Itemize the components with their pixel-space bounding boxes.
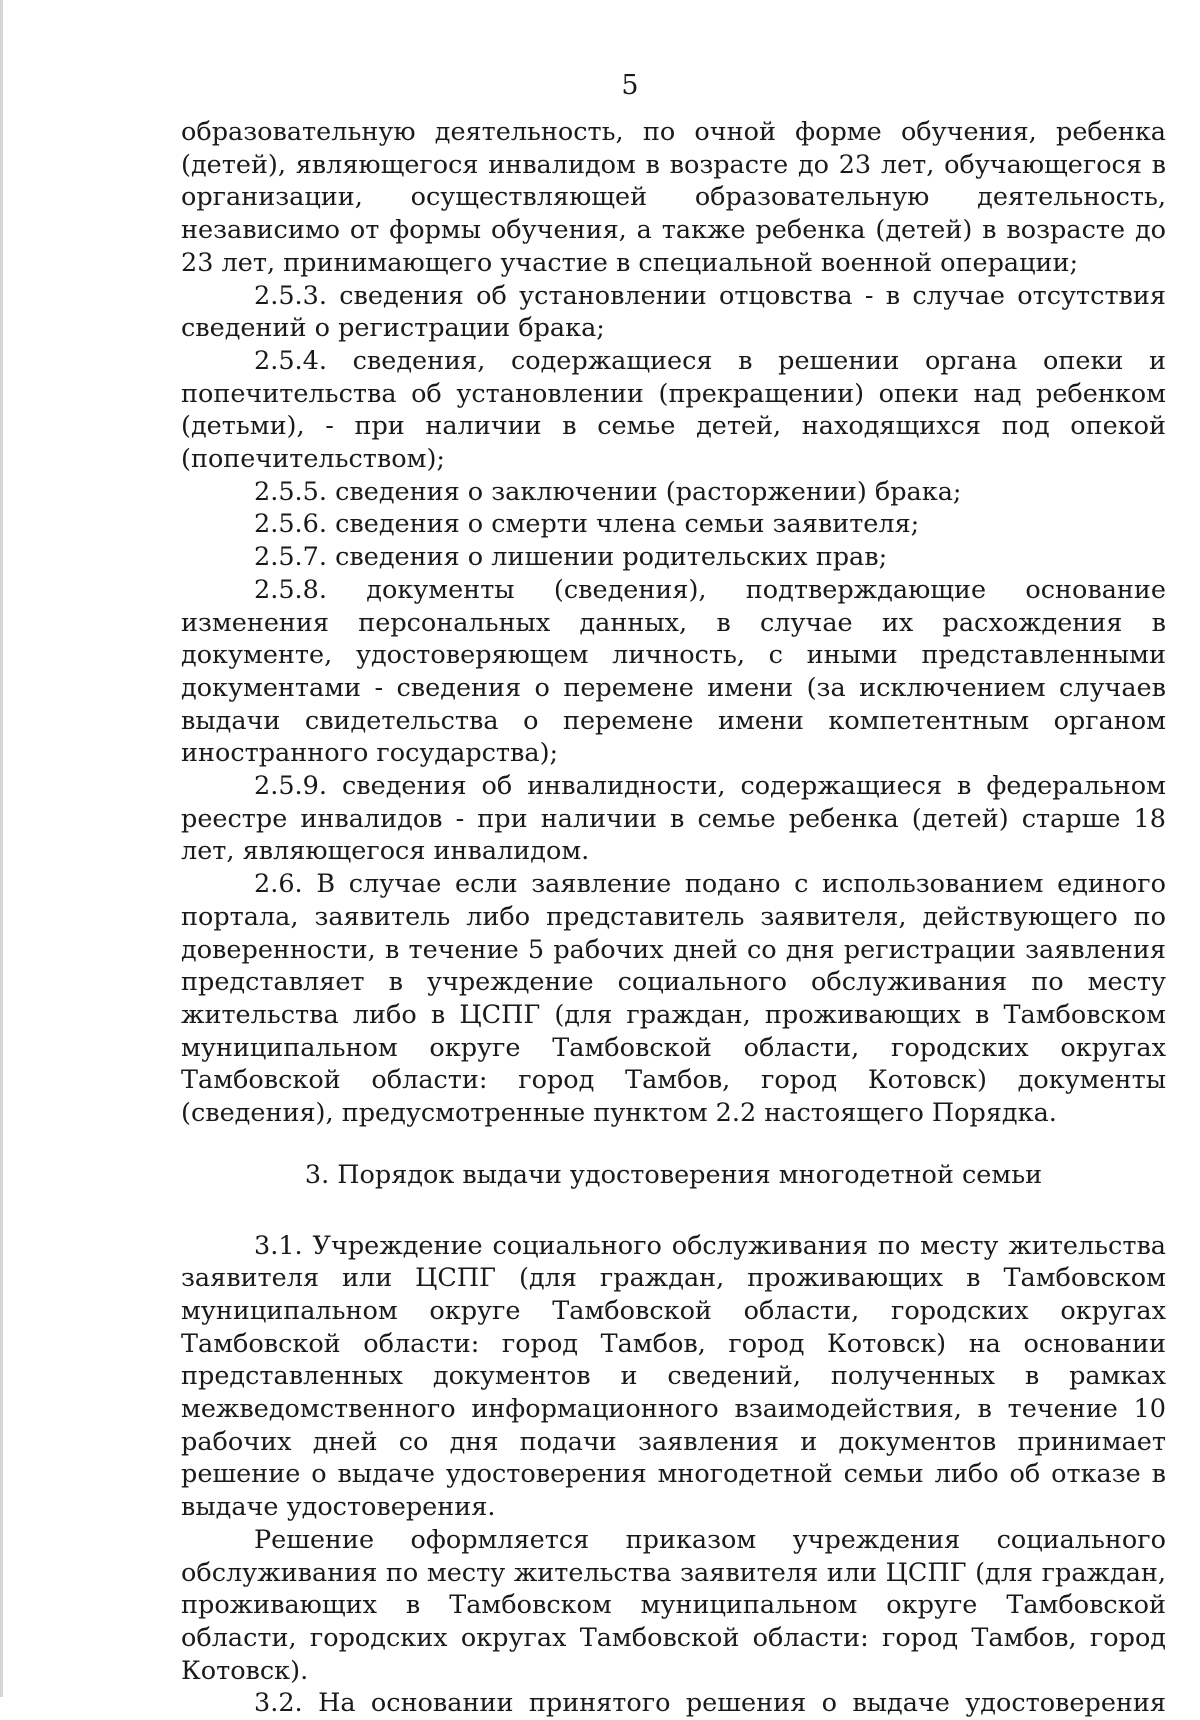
- scan-edge-shadow: [0, 0, 3, 1697]
- document-body: [181, 116, 1166, 1720]
- paragraph-2-5-7: 2.5.7. сведения о лишении родительских прав;: [254, 542, 888, 573]
- paragraph-2-5-3: 2.5.3. сведения об установлении отцовства - в случае отсутствия сведений о регистрации брака;: [181, 280, 1166, 344]
- paragraph-2-5-6: 2.5.6. сведения о смерти члена семьи заявителя;: [254, 509, 920, 540]
- paragraph-2-6: 2.6. В случае если заявление подано с использованием единого портала, заявитель либо представитель заявителя, действующего по доверенности, в течение 5 рабочих дней со дня регистрации заявления представляет в учреждение социального обслуживания по месту жительства либо в ЦСПГ (для граждан, проживающих в Тамбовском муниципальном округе Тамбовской области, городских округах Тамбовской области: город Тамбов, город Котовск) документы (сведения), предусмотренные пунктом 2.2 настоящего Порядка.: [181, 869, 1166, 1129]
- paragraph-continuation: образовательную деятельность, по очной форме обучения, ребенка (детей), являющегося инвалидом в возрасте до 23 лет, обучающегося в организации, осуществляющей образовательную деятельность, независимо от формы обучения, а также ребенка (детей) в возрасте до 23 лет, принимающего участие в специальной военной операции;: [181, 117, 1166, 278]
- paragraph-2-5-8: 2.5.8. документы (сведения), подтверждающие основание изменения персональных данных, в случае их расхождения в документе, удостоверяющем личность, с иными представленными документами - сведения о перемене имени (за исключением случаев выдачи свидетельства о перемене имени компетентным органом иностранного государства);: [181, 574, 1166, 769]
- paragraph-decision: Решение оформляется приказом учреждения социального обслуживания по месту жительства заявителя или ЦСПГ (для граждан, проживающих в Тамбовском муниципальном округе Тамбовской области, городских округах Тамбовской области: город Тамбов, город Котовск).: [181, 1524, 1166, 1686]
- page-number: 5: [621, 70, 639, 101]
- paragraph-2-5-9: 2.5.9. сведения об инвалидности, содержащиеся в федеральном реестре инвалидов - при наличии в семье ребенка (детей) старше 18 лет, являющегося инвалидом.: [181, 771, 1166, 867]
- paragraph-3-1: 3.1. Учреждение социального обслуживания по месту жительства заявителя или ЦСПГ (для граждан, проживающих в Тамбовском муниципальном округе Тамбовской области, городских округах Тамбовской области: город Тамбов, город Котовск) на основании представленных документов и сведений, полученных в рамках межведомственного информационного взаимодействия, в течение 10 рабочих дней со дня подачи заявления и документов принимает решение о выдаче удостоверения многодетной семьи либо об отказе в выдаче удостоверения.: [181, 1230, 1166, 1523]
- paragraph-2-5-4: 2.5.4. сведения, содержащиеся в решении органа опеки и попечительства об установлении (прекращении) опеки над ребенком (детьми), - при наличии в семье детей, находящихся под опекой (попечительством);: [181, 345, 1166, 475]
- paragraph-2-5-5: 2.5.5. сведения о заключении (расторжении) брака;: [254, 476, 962, 507]
- section-heading: 3. Порядок выдачи удостоверения многодетной семьи: [304, 1159, 1043, 1190]
- paragraph-3-2: 3.2. На основании принятого решения о выдаче удостоверения: [254, 1688, 1166, 1719]
